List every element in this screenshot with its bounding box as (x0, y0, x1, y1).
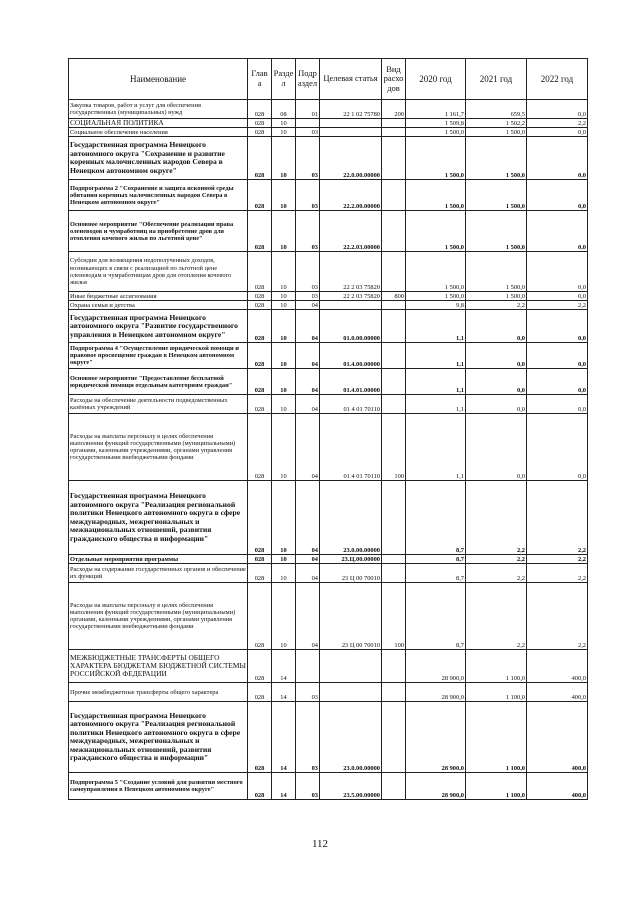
table-row (69, 252, 588, 292)
row-name: Подпрограмма 4 "Осуществление юридической помощи и правовое просвещение граждан в Ненецком автономном округе" (69, 343, 248, 369)
row-2022: 0,0 (527, 310, 588, 343)
row-vid: 200 (382, 100, 406, 119)
row-glava: 028 (248, 100, 272, 119)
row-2022: 2,2 (527, 564, 588, 583)
row-name: Основное мероприятие "Предоставление бесплатной юридической помощи отдельным категориям граждан" (69, 369, 248, 395)
table-row (69, 310, 588, 343)
table-body (69, 100, 588, 800)
row-2020: 28 900,0 (406, 702, 466, 773)
row-2021: 659,5 (466, 100, 527, 119)
row-vid (382, 343, 406, 369)
row-vid (382, 555, 406, 564)
row-name: Отдельные мероприятия программы (69, 555, 248, 564)
row-article: 22 2 03 75820 (320, 252, 382, 292)
row-razdel: 14 (272, 650, 296, 683)
row-article: 23.5.00.00000 (320, 773, 382, 800)
row-2020: 8,7 (406, 583, 466, 650)
row-2020: 28 900,0 (406, 650, 466, 683)
table-row (69, 100, 588, 119)
row-razdel: 10 (272, 583, 296, 650)
row-name: Расходы на выплаты персоналу в целях обеспечения выполнения функций государственными (муниципальными) органами, казенными учреждениями, органами управления государственными внебюджетными фондами (69, 414, 248, 481)
row-vid (382, 180, 406, 211)
row-2021: 1 100,0 (466, 683, 527, 702)
row-2022: 2,2 (527, 119, 588, 128)
row-name: Расходы на выплаты персоналу в целях обеспечения выполнения функций государственными (муниципальными) органами, казенными учреждениями, органами управления государственными внебюджетными фондами (69, 583, 248, 650)
row-glava: 028 (248, 702, 272, 773)
row-vid (382, 310, 406, 343)
row-razdel: 10 (272, 128, 296, 137)
row-vid (382, 481, 406, 555)
row-podrazdel: 03 (296, 683, 320, 702)
table-row (69, 683, 588, 702)
row-name: Прочие межбюджетные трансферты общего характера (69, 683, 248, 702)
row-2020: 28 900,0 (406, 773, 466, 800)
row-glava: 028 (248, 119, 272, 128)
table-row (69, 395, 588, 414)
row-name: Охрана семьи и детства (69, 301, 248, 310)
row-podrazdel: 03 (296, 180, 320, 211)
row-article: 22.0.00.00000 (320, 137, 382, 180)
header-razdel: Разде л (272, 59, 296, 100)
row-vid (382, 683, 406, 702)
row-2020: 1 500,0 (406, 137, 466, 180)
row-article: 22.2.03.00000 (320, 211, 382, 252)
row-razdel: 08 (272, 100, 296, 119)
row-2022: 0,0 (527, 128, 588, 137)
row-vid: 800 (382, 292, 406, 301)
row-name: Субсидии для возмещения недополученных доходов, возникающих в связи с реализацией по льготной цене оленеводам и чумработницам дров для отопления кочевого жилья (69, 252, 248, 292)
row-article: 23 Ц 00 70010 (320, 583, 382, 650)
row-razdel: 10 (272, 119, 296, 128)
row-article: 22.2.00.00000 (320, 180, 382, 211)
row-2022: 400,0 (527, 650, 588, 683)
row-article: 23 Ц 00 70010 (320, 564, 382, 583)
row-razdel: 10 (272, 211, 296, 252)
row-2021: 1 500,0 (466, 252, 527, 292)
row-razdel: 10 (272, 395, 296, 414)
row-2022: 0,0 (527, 292, 588, 301)
row-glava: 028 (248, 583, 272, 650)
row-razdel: 14 (272, 702, 296, 773)
row-article (320, 301, 382, 310)
row-name: Расходы на обеспечение деятельности подведомственных казённых учреждений (69, 395, 248, 414)
header-year-2020: 2020 год (406, 59, 466, 100)
row-2020: 8,7 (406, 555, 466, 564)
row-2020: 9,8 (406, 301, 466, 310)
row-article (320, 119, 382, 128)
table-row (69, 583, 588, 650)
row-podrazdel: 04 (296, 555, 320, 564)
row-2020: 1 500,0 (406, 292, 466, 301)
row-2022: 0,0 (527, 343, 588, 369)
table-row (69, 301, 588, 310)
row-article: 22 2 03 75820 (320, 292, 382, 301)
table-row (69, 211, 588, 252)
row-name: Государственная программа Ненецкого автономного округа "Реализация региональной политики Ненецкого автономного округа в сфере международных, межрегиональных и межнациональных отношений, развития гражданского общества и информации" (69, 481, 248, 555)
row-name: Закупка товаров, работ и услуг для обеспечения государственных (муниципальных) нужд (69, 100, 248, 119)
row-2021: 1 500,0 (466, 211, 527, 252)
row-name: Подпрограмма 2 "Сохранение и защита исконной среды обитания коренных малочисленных народов Севера в Ненецком автономном округе" (69, 180, 248, 211)
row-article: 23.0.00.00000 (320, 702, 382, 773)
row-podrazdel: 03 (296, 128, 320, 137)
row-2021: 1 100,0 (466, 702, 527, 773)
row-podrazdel: 03 (296, 211, 320, 252)
row-article: 01.0.00.00000 (320, 310, 382, 343)
row-razdel: 10 (272, 252, 296, 292)
row-2020: 1 500,0 (406, 211, 466, 252)
row-razdel: 14 (272, 773, 296, 800)
row-article: 22 1 02 75780 (320, 100, 382, 119)
row-glava: 028 (248, 481, 272, 555)
table-row (69, 414, 588, 481)
row-2021: 1 500,0 (466, 180, 527, 211)
table-row (69, 650, 588, 683)
row-2022: 2,2 (527, 481, 588, 555)
row-2022: 0,0 (527, 180, 588, 211)
row-glava: 028 (248, 395, 272, 414)
row-vid (382, 119, 406, 128)
row-glava: 028 (248, 310, 272, 343)
row-vid (382, 395, 406, 414)
row-2022: 0,0 (527, 252, 588, 292)
row-glava: 028 (248, 414, 272, 481)
row-2022: 0,0 (527, 395, 588, 414)
row-razdel: 10 (272, 414, 296, 481)
row-razdel: 10 (272, 180, 296, 211)
row-2022: 2,2 (527, 555, 588, 564)
row-2020: 28 900,0 (406, 683, 466, 702)
header-article: Целевая статья (320, 59, 382, 100)
row-razdel: 10 (272, 301, 296, 310)
row-article: 01.4.00.00000 (320, 343, 382, 369)
row-article: 01 4 01 70110 (320, 395, 382, 414)
row-podrazdel: 01 (296, 100, 320, 119)
row-podrazdel: 04 (296, 414, 320, 481)
row-2021: 2,2 (466, 481, 527, 555)
row-2021: 1 100,0 (466, 650, 527, 683)
row-vid (382, 369, 406, 395)
row-name: Основное мероприятие "Обеспечение реализации права оленеводов и чумработниц на приобретение дров для отопления кочевого жилья по льготной цене" (69, 211, 248, 252)
row-2020: 1 161,7 (406, 100, 466, 119)
row-2020: 1,1 (406, 414, 466, 481)
row-article (320, 650, 382, 683)
header-glava: Глав а (248, 59, 272, 100)
row-glava: 028 (248, 180, 272, 211)
row-glava: 028 (248, 301, 272, 310)
row-2020: 1,1 (406, 395, 466, 414)
row-2021: 0,0 (466, 369, 527, 395)
row-glava: 028 (248, 343, 272, 369)
header-year-2022: 2022 год (527, 59, 588, 100)
row-name: Государственная программа Ненецкого автономного округа "Реализация региональной политики Ненецкого автономного округа в сфере международных, межрегиональных и межнациональных отношений, развития гражданского общества и информации" (69, 702, 248, 773)
table-row (69, 292, 588, 301)
row-2022: 0,0 (527, 100, 588, 119)
row-glava: 028 (248, 211, 272, 252)
page-number: 112 (311, 838, 329, 850)
header-year-2021: 2021 год (466, 59, 527, 100)
row-podrazdel: 03 (296, 773, 320, 800)
table-row (69, 119, 588, 128)
row-glava: 028 (248, 292, 272, 301)
row-glava: 028 (248, 128, 272, 137)
row-name: Государственная программа Ненецкого автономного округа "Развитие государственного управления в Ненецком автономном округе" (69, 310, 248, 343)
row-vid: 100 (382, 414, 406, 481)
row-vid (382, 650, 406, 683)
row-2021: 1 100,0 (466, 773, 527, 800)
row-vid (382, 773, 406, 800)
header-podrazdel: Подр аздел (296, 59, 320, 100)
row-name: Расходы на содержание государственных органов и обеспечение их функций (69, 564, 248, 583)
row-podrazdel: 04 (296, 369, 320, 395)
header-name: Наименование (69, 59, 248, 100)
table-header-row (69, 59, 588, 100)
row-article: 01 4 01 70110 (320, 414, 382, 481)
row-glava: 028 (248, 137, 272, 180)
row-2020: 8,7 (406, 481, 466, 555)
row-vid (382, 137, 406, 180)
row-podrazdel: 03 (296, 292, 320, 301)
row-razdel: 10 (272, 137, 296, 180)
table-row (69, 180, 588, 211)
table-row (69, 702, 588, 773)
row-podrazdel: 04 (296, 301, 320, 310)
table-row (69, 369, 588, 395)
row-name: СОЦИАЛЬНАЯ ПОЛИТИКА (69, 119, 248, 128)
row-2022: 400,0 (527, 702, 588, 773)
row-article: 23.0.00.00000 (320, 481, 382, 555)
row-2021: 2,2 (466, 583, 527, 650)
row-glava: 028 (248, 564, 272, 583)
table-row (69, 481, 588, 555)
row-2020: 8,7 (406, 564, 466, 583)
row-name: Иные бюджетные ассигнования (69, 292, 248, 301)
table-row (69, 564, 588, 583)
table-row (69, 555, 588, 564)
row-article (320, 128, 382, 137)
header-vid: Вид расхо дов (382, 59, 406, 100)
row-podrazdel (296, 650, 320, 683)
table-row (69, 128, 588, 137)
row-2021: 1 500,0 (466, 292, 527, 301)
row-podrazdel: 04 (296, 481, 320, 555)
table-row (69, 137, 588, 180)
row-2021: 0,0 (466, 343, 527, 369)
row-razdel: 10 (272, 292, 296, 301)
row-2020: 1,1 (406, 343, 466, 369)
row-razdel: 10 (272, 343, 296, 369)
row-2022: 0,0 (527, 211, 588, 252)
row-razdel: 10 (272, 310, 296, 343)
row-razdel: 10 (272, 481, 296, 555)
row-razdel: 14 (272, 683, 296, 702)
row-name: Подпрограмма 5 "Создание условий для развития местного самоуправления в Ненецком автономном округе" (69, 773, 248, 800)
row-glava: 028 (248, 683, 272, 702)
row-article: 01.4.01.00000 (320, 369, 382, 395)
row-podrazdel: 03 (296, 702, 320, 773)
row-2022: 400,0 (527, 683, 588, 702)
row-podrazdel: 04 (296, 343, 320, 369)
row-2021: 1 500,0 (466, 128, 527, 137)
row-glava: 028 (248, 252, 272, 292)
row-2021: 0,0 (466, 395, 527, 414)
row-podrazdel (296, 119, 320, 128)
row-2021: 2,2 (466, 555, 527, 564)
row-razdel: 10 (272, 564, 296, 583)
row-name: Социальное обеспечение населения (69, 128, 248, 137)
row-2021: 2,2 (466, 564, 527, 583)
row-vid (382, 252, 406, 292)
row-2022: 2,2 (527, 583, 588, 650)
row-glava: 028 (248, 555, 272, 564)
table-row (69, 343, 588, 369)
budget-table (68, 58, 588, 800)
row-vid (382, 128, 406, 137)
row-2022: 400,0 (527, 773, 588, 800)
row-2021: 1 500,0 (466, 137, 527, 180)
row-podrazdel: 04 (296, 564, 320, 583)
row-2022: 0,0 (527, 137, 588, 180)
row-name: МЕЖБЮДЖЕТНЫЕ ТРАНСФЕРТЫ ОБЩЕГО ХАРАКТЕРА БЮДЖЕТАМ БЮДЖЕТНОЙ СИСТЕМЫ РОССИЙСКОЙ ФЕДЕРАЦИИ (69, 650, 248, 683)
row-podrazdel: 04 (296, 583, 320, 650)
row-glava: 028 (248, 650, 272, 683)
row-razdel: 10 (272, 555, 296, 564)
row-vid (382, 564, 406, 583)
row-2020: 1 500,0 (406, 180, 466, 211)
row-2020: 1 509,8 (406, 119, 466, 128)
row-2020: 1,1 (406, 310, 466, 343)
row-2021: 0,0 (466, 414, 527, 481)
row-article: 23.Ц.00.00000 (320, 555, 382, 564)
row-2020: 1 500,0 (406, 252, 466, 292)
row-2022: 2,2 (527, 301, 588, 310)
row-podrazdel: 04 (296, 310, 320, 343)
row-razdel: 10 (272, 369, 296, 395)
row-glava: 028 (248, 369, 272, 395)
row-2022: 0,0 (527, 414, 588, 481)
row-vid (382, 301, 406, 310)
row-podrazdel: 03 (296, 252, 320, 292)
row-2020: 1 500,0 (406, 128, 466, 137)
row-podrazdel: 04 (296, 395, 320, 414)
row-glava: 028 (248, 773, 272, 800)
row-podrazdel: 03 (296, 137, 320, 180)
table-row (69, 773, 588, 800)
row-vid (382, 702, 406, 773)
row-name: Государственная программа Ненецкого автономного округа "Сохранение и развитие коренных малочисленных народов Севера в Ненецком автономном округе" (69, 137, 248, 180)
row-2020: 1,1 (406, 369, 466, 395)
row-2021: 0,0 (466, 310, 527, 343)
row-vid (382, 211, 406, 252)
row-2021: 1 502,2 (466, 119, 527, 128)
row-2021: 2,2 (466, 301, 527, 310)
row-2022: 0,0 (527, 369, 588, 395)
row-article (320, 683, 382, 702)
row-vid: 100 (382, 583, 406, 650)
